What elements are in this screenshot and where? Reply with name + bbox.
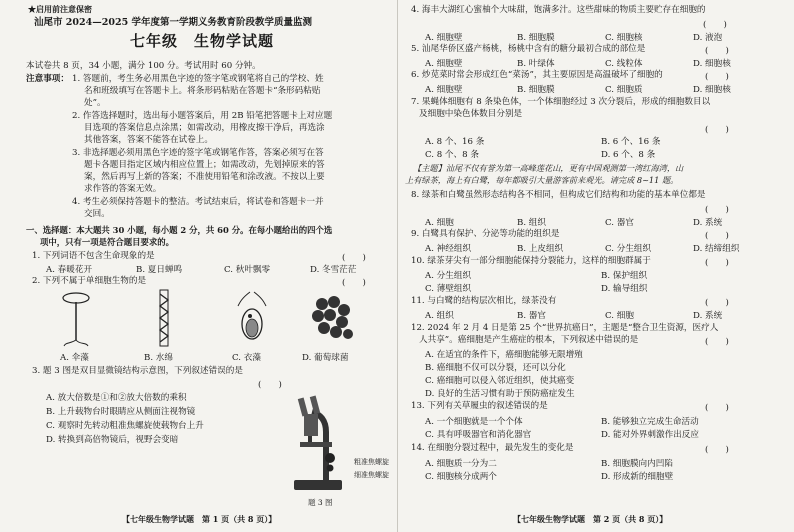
- q1-option: C. 秋叶飘零: [224, 265, 271, 275]
- q12-option: A. 在适宜的条件下，癌细胞能够无限增殖: [425, 350, 583, 360]
- q11-option: B. 器官: [517, 311, 546, 321]
- q8-option: A. 细胞: [425, 218, 454, 228]
- q1-option: A. 春暖花开: [46, 265, 93, 275]
- notice-line: 案，然后再写上新的答案；不准使用铅笔和涂改液。不按以上要: [84, 172, 325, 182]
- notice-label: 注意事项：: [26, 74, 69, 84]
- q12-option: B. 癌细胞不仅可以分裂，还可以分化: [425, 363, 566, 373]
- q7-option: B. 6 个、16 条: [601, 137, 661, 147]
- question-9: 9. 白鹭具有保护、分泌等功能的组织是: [411, 229, 560, 239]
- q6-option: D. 细胞核: [693, 85, 731, 95]
- question-6: 6. 炒苋菜时常会形成红色“菜汤”，其主要原因是高温破坏了细胞的: [411, 70, 663, 80]
- q2-option: A. 伞藻: [60, 353, 89, 363]
- question-4: 4. 海丰大湖红心蜜柚个大味甜，饱满多汁。这些甜味的物质主要贮存在细胞的: [411, 5, 706, 15]
- page-footer: 【七年级生物学试题 第 2 页（共 8 页）】: [513, 514, 668, 524]
- notice-line: 2. 作答选择题时，选出每小题答案后，用 2B 铅笔把答题卡上对应题: [72, 111, 333, 121]
- answer-paren: ( ): [342, 253, 366, 263]
- acetabularia-image: [56, 290, 96, 348]
- q5-option: A. 细胞壁: [425, 59, 463, 69]
- question-7: 7. 果蝇体细胞有 8 条染色体，一个体细胞经过 3 次分裂后，形成的细胞数目以: [411, 97, 711, 107]
- q13-option: A. 一个细胞就是一个个体: [425, 417, 523, 427]
- notice-line: 目选项的答案信息点涂黑；如需改动，用橡皮擦干净后，再选涂: [84, 123, 325, 133]
- q1-option: D. 冬雪茫茫: [310, 265, 357, 275]
- q13-option: B. 能够独立完成生命活动: [601, 417, 699, 427]
- q7-option: A. 8 个、16 条: [425, 137, 485, 147]
- q10-option: C. 薄壁组织: [425, 284, 472, 294]
- notice-line: 4. 考生必须保持答题卡的整洁。考试结束后，将试卷和答题卡一并: [72, 197, 324, 207]
- answer-paren: ( ): [705, 403, 729, 413]
- q4-option: C. 细胞核: [605, 33, 643, 43]
- question-12: 12. 2024 年 2 月 4 日是第 25 个“世界抗癌日”，主题是“整合卫生资源，医疗人: [411, 323, 719, 333]
- q12-option: D. 良好的生活习惯有助于预防癌症发生: [425, 389, 575, 399]
- answer-paren: ( ): [703, 20, 727, 30]
- answer-paren: ( ): [705, 231, 729, 241]
- q13-option: D. 能对外界刺激作出反应: [601, 430, 699, 440]
- answer-paren: ( ): [705, 298, 729, 308]
- notice-line: 处”。: [84, 98, 106, 108]
- q8-option: C. 器官: [605, 218, 634, 228]
- answer-paren: ( ): [705, 205, 729, 215]
- fine-focus-label: 细准焦螺旋: [354, 471, 389, 479]
- exam-title: 七年级 生物学试题: [130, 32, 275, 50]
- q4-option: A. 细胞壁: [425, 33, 463, 43]
- q9-option: D. 结缔组织: [693, 244, 740, 254]
- q3-option: D. 转换到高倍物镜后，视野会变暗: [46, 435, 179, 445]
- question-5: 5. 汕尾华侨区盛产杨桃，杨桃中含有的糖分最初合成的部位是: [411, 44, 646, 54]
- page-footer: 【七年级生物学试题 第 1 页（共 8 页）】: [122, 514, 277, 524]
- exam-header: 汕尾市 2024—2025 学年度第一学期义务教育阶段教学质量监测: [34, 17, 312, 28]
- question-8: 8. 绿茶和白鹭虽然形态结构各不相同，但构成它们结构和功能的基本单位都是: [411, 190, 706, 200]
- q11-option: C. 细胞: [605, 311, 634, 321]
- answer-paren: ( ): [342, 278, 366, 288]
- q4-option: D. 液泡: [693, 33, 723, 43]
- q2-option: D. 葡萄球菌: [302, 353, 349, 363]
- chlamydomonas-image: [232, 288, 272, 348]
- q14-option: C. 细胞核分成两个: [425, 472, 497, 482]
- answer-paren: ( ): [705, 125, 729, 135]
- q10-option: B. 保护组织: [601, 271, 648, 281]
- question-10: 10. 绿茶芽尖有一部分细胞能保持分裂能力，这样的细胞群属于: [411, 256, 651, 266]
- q14-option: B. 细胞膜向内凹陷: [601, 459, 673, 469]
- notice-line: 3. 非选择题必须用黑色字迹的签字笔或钢笔作答，答案必须写在答: [72, 148, 324, 158]
- question-1: 1. 下列词语不包含生命现象的是: [32, 251, 155, 261]
- q3-option: C. 观察时先转动粗准焦螺旋使载物台上升: [46, 421, 204, 431]
- q5-option: B. 叶绿体: [517, 59, 555, 69]
- secret-mark: ★启用前注意保密: [28, 4, 92, 14]
- question-13: 13. 下列有关草履虫的叙述错误的是: [411, 401, 548, 411]
- q9-option: A. 神经组织: [425, 244, 472, 254]
- question-14: 14. 在细胞分裂过程中，最先发生的变化是: [411, 443, 574, 453]
- question-11: 11. 与白鹭的结构层次相比，绿茶没有: [411, 296, 557, 306]
- staphylococcus-image: [308, 292, 356, 344]
- q1-option: B. 夏日蝉鸣: [136, 265, 183, 275]
- q7-option: C. 8 个、8 条: [425, 150, 479, 160]
- notice-line: 交回。: [84, 209, 110, 219]
- q13-option: C. 具有呼吸器官和消化器官: [425, 430, 532, 440]
- q9-option: C. 分生组织: [605, 244, 652, 254]
- notice-line: 求作答的答案无效。: [84, 184, 162, 194]
- q5-option: C. 线粒体: [605, 59, 643, 69]
- q6-option: C. 细胞质: [605, 85, 643, 95]
- answer-paren: ( ): [258, 380, 282, 390]
- topic-intro-cont: 上有绿茶，海上有白鹭，每年都吸引大量游客前来观光。请完成 8~11 题。: [405, 175, 679, 185]
- q12-option: C. 癌细胞可以侵入邻近组织，使其癌变: [425, 376, 575, 386]
- question-3: 3. 题 3 图是双目显微镜结构示意图，下列叙述错误的是: [32, 366, 243, 376]
- section-heading: 项中，只有一项是符合题目要求的。: [40, 237, 174, 247]
- q7-option: D. 6 个、8 条: [601, 150, 656, 160]
- q2-option: B. 水绵: [144, 353, 173, 363]
- q3-option: A. 放大倍数是①和②放大倍数的乘积: [46, 393, 187, 403]
- section-heading: 一、选择题：本大题共 30 小题，每小题 2 分，共 60 分。在每小题给出的四个选: [26, 225, 333, 235]
- coarse-focus-label: 粗准焦螺旋: [354, 458, 389, 466]
- question-2: 2. 下列不属于单细胞生物的是: [32, 276, 147, 286]
- q14-option: D. 形成新的细胞壁: [601, 472, 674, 482]
- topic-intro: 【主题】汕尾不仅有誉为第一高峰莲花山，更有中国观测第一湾红海湾，山: [413, 163, 684, 173]
- page-2: [405, 0, 775, 532]
- q5-option: D. 细胞核: [693, 59, 731, 69]
- q8-option: D. 系统: [693, 218, 723, 228]
- figure-caption: 题 3 图: [308, 498, 333, 507]
- q6-option: B. 细胞膜: [517, 85, 555, 95]
- q3-option: B. 上升载物台时眼睛应从侧面注视物镜: [46, 407, 196, 417]
- q2-option: C. 衣藻: [232, 353, 261, 363]
- q14-option: A. 细胞质一分为二: [425, 459, 497, 469]
- q4-option: B. 细胞膜: [517, 33, 555, 43]
- notice-line: 名和班级填写在答题卡上。将条形码粘贴在答题卡“条形码粘贴: [84, 86, 321, 96]
- q10-option: A. 分生组织: [425, 271, 472, 281]
- page-divider: [397, 0, 398, 532]
- answer-paren: ( ): [705, 258, 729, 268]
- answer-paren: ( ): [705, 445, 729, 455]
- answer-paren: ( ): [705, 337, 729, 347]
- notice-line: 1. 答题前，考生务必用黑色字迹的签字笔或钢笔将自己的学校、姓: [72, 74, 324, 84]
- question-12-cont: 人共享”。癌细胞是产生癌症的根本，下列叙述中错误的是: [419, 335, 639, 345]
- question-7-cont: 及细胞中染色体数目分别是: [419, 109, 523, 119]
- q11-option: D. 系统: [693, 311, 723, 321]
- spirogyra-image: [144, 288, 184, 348]
- exam-intro: 本试卷共 8 页，34 小题，满分 100 分。考试用时 60 分钟。: [26, 61, 261, 71]
- q11-option: A. 组织: [425, 311, 454, 321]
- q6-option: A. 细胞壁: [425, 85, 463, 95]
- q9-option: B. 上皮组织: [517, 244, 564, 254]
- q10-option: D. 输导组织: [601, 284, 648, 294]
- answer-paren: ( ): [705, 46, 729, 56]
- page-1: [26, 0, 390, 532]
- notice-line: 其他答案，答案不能答在试卷上。: [84, 135, 213, 145]
- notice-line: 题卡各题目指定区域内相应位置上；如需改动，先划掉原来的答: [84, 160, 325, 170]
- microscope-image: [286, 384, 350, 494]
- q8-option: B. 组织: [517, 218, 546, 228]
- answer-paren: ( ): [705, 72, 729, 82]
